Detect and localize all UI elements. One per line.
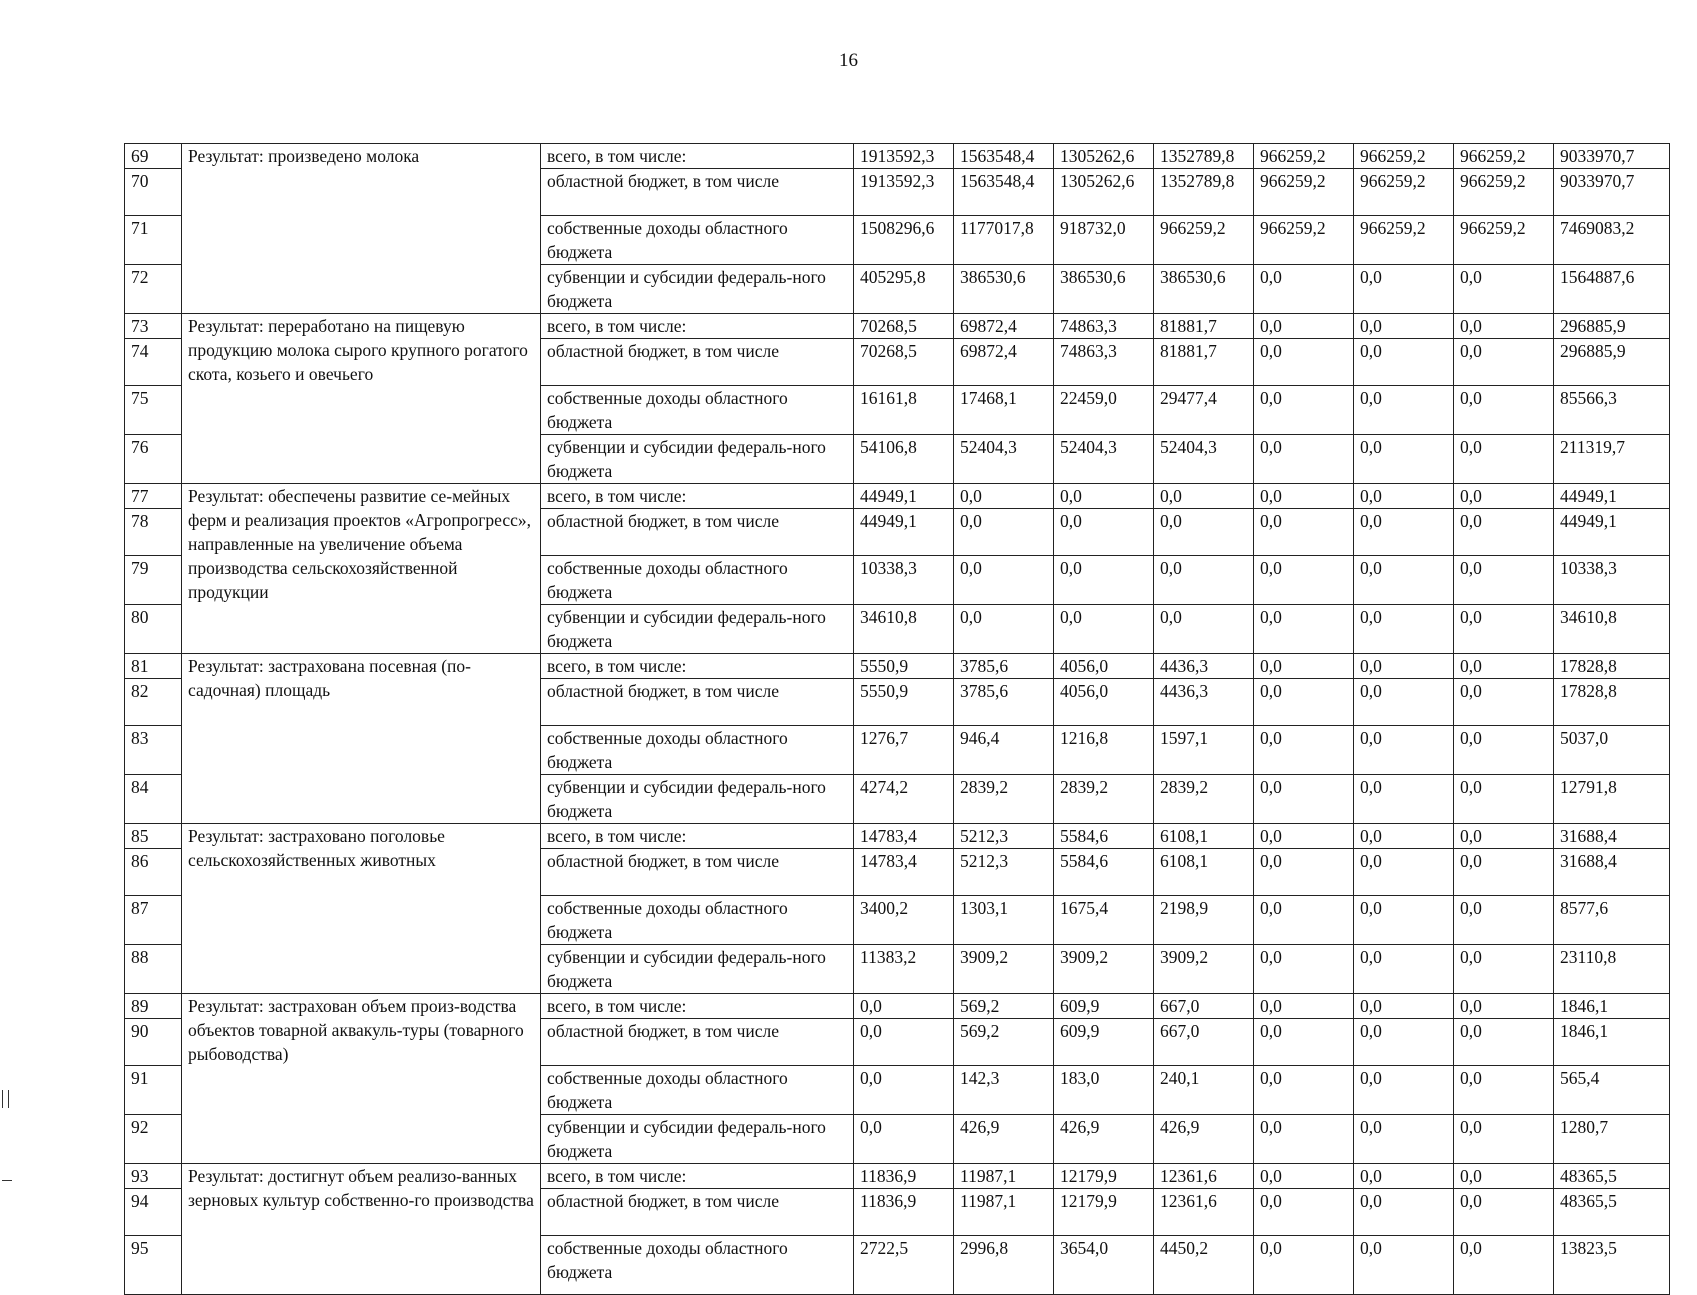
- table-row: [125, 144, 1670, 169]
- year-value-cell: 16161,8: [854, 386, 954, 435]
- total-value-cell: 48365,5: [1554, 1189, 1670, 1236]
- funding-source-cell: областной бюджет, в том числе: [541, 1189, 854, 1236]
- year-value-cell: 0,0: [1354, 1236, 1454, 1295]
- year-value-cell: 0,0: [854, 1066, 954, 1115]
- year-value-cell: 29477,4: [1154, 386, 1254, 435]
- year-value-cell: 11383,2: [854, 945, 954, 994]
- total-value-cell: 31688,4: [1554, 824, 1670, 849]
- total-value-cell: 9033970,7: [1554, 144, 1670, 169]
- year-value-cell: 22459,0: [1054, 386, 1154, 435]
- row-number-cell: 82: [125, 679, 182, 726]
- year-value-cell: 0,0: [1354, 435, 1454, 484]
- year-value-cell: 0,0: [1454, 484, 1554, 509]
- total-value-cell: 1280,7: [1554, 1115, 1670, 1164]
- year-value-cell: 966259,2: [1254, 216, 1354, 265]
- funding-source-cell: всего, в том числе:: [541, 824, 854, 849]
- year-value-cell: 2198,9: [1154, 896, 1254, 945]
- year-value-cell: 0,0: [1454, 1236, 1554, 1295]
- year-value-cell: 0,0: [1254, 945, 1354, 994]
- year-value-cell: 1597,1: [1154, 726, 1254, 775]
- year-value-cell: 3909,2: [1154, 945, 1254, 994]
- year-value-cell: 4436,3: [1154, 679, 1254, 726]
- total-value-cell: 1846,1: [1554, 1019, 1670, 1066]
- total-value-cell: 211319,7: [1554, 435, 1670, 484]
- year-value-cell: 5212,3: [954, 849, 1054, 896]
- year-value-cell: 3909,2: [1054, 945, 1154, 994]
- funding-source-cell: собственные доходы областного бюджета: [541, 216, 854, 265]
- funding-source-cell: субвенции и субсидии федераль-ного бюджета: [541, 435, 854, 484]
- row-number-cell: 84: [125, 775, 182, 824]
- year-value-cell: 1276,7: [854, 726, 954, 775]
- year-value-cell: 12361,6: [1154, 1189, 1254, 1236]
- year-value-cell: 0,0: [954, 484, 1054, 509]
- year-value-cell: 966259,2: [1454, 144, 1554, 169]
- year-value-cell: 0,0: [1254, 1066, 1354, 1115]
- funding-source-cell: всего, в том числе:: [541, 1164, 854, 1189]
- table-row: [125, 314, 1670, 339]
- year-value-cell: 183,0: [1054, 1066, 1154, 1115]
- year-value-cell: 0,0: [1254, 1115, 1354, 1164]
- year-value-cell: 966259,2: [1354, 144, 1454, 169]
- year-value-cell: 4274,2: [854, 775, 954, 824]
- year-value-cell: 44949,1: [854, 484, 954, 509]
- year-value-cell: 966259,2: [1354, 216, 1454, 265]
- year-value-cell: 3785,6: [954, 654, 1054, 679]
- year-value-cell: 11836,9: [854, 1189, 954, 1236]
- year-value-cell: 0,0: [1154, 605, 1254, 654]
- year-value-cell: 54106,8: [854, 435, 954, 484]
- year-value-cell: 81881,7: [1154, 314, 1254, 339]
- year-value-cell: 0,0: [1154, 484, 1254, 509]
- total-value-cell: 5037,0: [1554, 726, 1670, 775]
- total-value-cell: 1846,1: [1554, 994, 1670, 1019]
- year-value-cell: 609,9: [1054, 994, 1154, 1019]
- row-number-cell: 85: [125, 824, 182, 849]
- result-description-cell: Результат: переработано на пищевую продукцию молока сырого крупного рогатого скота, козьего и овечьего: [182, 314, 541, 484]
- row-number-cell: 77: [125, 484, 182, 509]
- year-value-cell: 426,9: [1154, 1115, 1254, 1164]
- year-value-cell: 0,0: [1454, 1189, 1554, 1236]
- year-value-cell: 0,0: [1354, 265, 1454, 314]
- year-value-cell: 0,0: [1354, 775, 1454, 824]
- total-value-cell: 17828,8: [1554, 654, 1670, 679]
- total-value-cell: 85566,3: [1554, 386, 1670, 435]
- year-value-cell: 0,0: [1354, 994, 1454, 1019]
- row-number-cell: 70: [125, 169, 182, 216]
- year-value-cell: 966259,2: [1354, 169, 1454, 216]
- year-value-cell: 12179,9: [1054, 1164, 1154, 1189]
- funding-source-cell: всего, в том числе:: [541, 654, 854, 679]
- funding-source-cell: собственные доходы областного бюджета: [541, 896, 854, 945]
- funding-source-cell: областной бюджет, в том числе: [541, 849, 854, 896]
- year-value-cell: 17468,1: [954, 386, 1054, 435]
- year-value-cell: 0,0: [1354, 314, 1454, 339]
- year-value-cell: 3654,0: [1054, 1236, 1154, 1295]
- year-value-cell: 386530,6: [1054, 265, 1154, 314]
- year-value-cell: 0,0: [854, 1019, 954, 1066]
- year-value-cell: 11987,1: [954, 1164, 1054, 1189]
- year-value-cell: 4056,0: [1054, 654, 1154, 679]
- year-value-cell: 2839,2: [954, 775, 1054, 824]
- year-value-cell: 0,0: [1254, 1164, 1354, 1189]
- year-value-cell: 0,0: [1454, 994, 1554, 1019]
- year-value-cell: 0,0: [1254, 679, 1354, 726]
- year-value-cell: 386530,6: [954, 265, 1054, 314]
- year-value-cell: 10338,3: [854, 556, 954, 605]
- year-value-cell: 0,0: [1054, 605, 1154, 654]
- margin-tick-mark: [2, 1090, 3, 1108]
- year-value-cell: 52404,3: [1154, 435, 1254, 484]
- year-value-cell: 0,0: [1454, 314, 1554, 339]
- row-number-cell: 95: [125, 1236, 182, 1295]
- year-value-cell: 0,0: [954, 556, 1054, 605]
- funding-source-cell: всего, в том числе:: [541, 144, 854, 169]
- year-value-cell: 0,0: [1154, 509, 1254, 556]
- year-value-cell: 667,0: [1154, 1019, 1254, 1066]
- year-value-cell: 0,0: [1254, 605, 1354, 654]
- year-value-cell: 0,0: [1254, 726, 1354, 775]
- row-number-cell: 93: [125, 1164, 182, 1189]
- year-value-cell: 0,0: [1454, 386, 1554, 435]
- year-value-cell: 0,0: [1254, 484, 1354, 509]
- year-value-cell: 1563548,4: [954, 144, 1054, 169]
- year-value-cell: 6108,1: [1154, 849, 1254, 896]
- year-value-cell: 0,0: [1354, 1019, 1454, 1066]
- year-value-cell: 386530,6: [1154, 265, 1254, 314]
- funding-source-cell: собственные доходы областного бюджета: [541, 386, 854, 435]
- total-value-cell: 23110,8: [1554, 945, 1670, 994]
- year-value-cell: 4450,2: [1154, 1236, 1254, 1295]
- budget-table: [124, 143, 1670, 1295]
- year-value-cell: 0,0: [954, 605, 1054, 654]
- row-number-cell: 79: [125, 556, 182, 605]
- year-value-cell: 966259,2: [1254, 169, 1354, 216]
- year-value-cell: 1675,4: [1054, 896, 1154, 945]
- total-value-cell: 296885,9: [1554, 314, 1670, 339]
- funding-source-cell: всего, в том числе:: [541, 484, 854, 509]
- funding-source-cell: субвенции и субсидии федераль-ного бюджета: [541, 605, 854, 654]
- budget-table-body: [125, 144, 1670, 1295]
- year-value-cell: 0,0: [1254, 435, 1354, 484]
- row-number-cell: 78: [125, 509, 182, 556]
- year-value-cell: 0,0: [1254, 314, 1354, 339]
- year-value-cell: 81881,7: [1154, 339, 1254, 386]
- total-value-cell: 296885,9: [1554, 339, 1670, 386]
- result-description-cell: Результат: застрахована посевная (по-садочная) площадь: [182, 654, 541, 824]
- year-value-cell: 1508296,6: [854, 216, 954, 265]
- page-number: 16: [839, 50, 858, 71]
- row-number-cell: 90: [125, 1019, 182, 1066]
- funding-source-cell: всего, в том числе:: [541, 994, 854, 1019]
- year-value-cell: 0,0: [1454, 1066, 1554, 1115]
- funding-source-cell: областной бюджет, в том числе: [541, 339, 854, 386]
- year-value-cell: 0,0: [1254, 1189, 1354, 1236]
- year-value-cell: 0,0: [1454, 1019, 1554, 1066]
- year-value-cell: 0,0: [1254, 824, 1354, 849]
- year-value-cell: 3400,2: [854, 896, 954, 945]
- year-value-cell: 5550,9: [854, 654, 954, 679]
- year-value-cell: 0,0: [1254, 1236, 1354, 1295]
- year-value-cell: 1352789,8: [1154, 144, 1254, 169]
- total-value-cell: 31688,4: [1554, 849, 1670, 896]
- table-row: [125, 1164, 1670, 1189]
- year-value-cell: 1216,8: [1054, 726, 1154, 775]
- year-value-cell: 34610,8: [854, 605, 954, 654]
- row-number-cell: 81: [125, 654, 182, 679]
- year-value-cell: 11836,9: [854, 1164, 954, 1189]
- year-value-cell: 0,0: [1254, 339, 1354, 386]
- year-value-cell: 0,0: [1354, 849, 1454, 896]
- year-value-cell: 426,9: [1054, 1115, 1154, 1164]
- year-value-cell: 0,0: [1254, 509, 1354, 556]
- year-value-cell: 44949,1: [854, 509, 954, 556]
- year-value-cell: 966259,2: [1454, 169, 1554, 216]
- row-number-cell: 86: [125, 849, 182, 896]
- margin-tick-mark: [8, 1090, 9, 1108]
- total-value-cell: 8577,6: [1554, 896, 1670, 945]
- funding-source-cell: собственные доходы областного бюджета: [541, 1236, 854, 1295]
- year-value-cell: 0,0: [1354, 824, 1454, 849]
- year-value-cell: 405295,8: [854, 265, 954, 314]
- result-description-cell: Результат: произведено молока: [182, 144, 541, 314]
- year-value-cell: 0,0: [1454, 654, 1554, 679]
- year-value-cell: 5212,3: [954, 824, 1054, 849]
- year-value-cell: 1305262,6: [1054, 169, 1154, 216]
- row-number-cell: 87: [125, 896, 182, 945]
- year-value-cell: 0,0: [1354, 484, 1454, 509]
- year-value-cell: 0,0: [1354, 945, 1454, 994]
- year-value-cell: 2839,2: [1054, 775, 1154, 824]
- year-value-cell: 0,0: [1454, 509, 1554, 556]
- year-value-cell: 1305262,6: [1054, 144, 1154, 169]
- year-value-cell: 0,0: [1054, 509, 1154, 556]
- year-value-cell: 70268,5: [854, 339, 954, 386]
- funding-source-cell: субвенции и субсидии федераль-ного бюджета: [541, 945, 854, 994]
- year-value-cell: 609,9: [1054, 1019, 1154, 1066]
- year-value-cell: 0,0: [1454, 726, 1554, 775]
- year-value-cell: 1177017,8: [954, 216, 1054, 265]
- year-value-cell: 0,0: [1054, 484, 1154, 509]
- year-value-cell: 12179,9: [1054, 1189, 1154, 1236]
- funding-source-cell: всего, в том числе:: [541, 314, 854, 339]
- year-value-cell: 0,0: [1354, 1189, 1454, 1236]
- year-value-cell: 5584,6: [1054, 824, 1154, 849]
- year-value-cell: 0,0: [1454, 605, 1554, 654]
- year-value-cell: 0,0: [1254, 775, 1354, 824]
- row-number-cell: 83: [125, 726, 182, 775]
- year-value-cell: 0,0: [1454, 339, 1554, 386]
- year-value-cell: 0,0: [1054, 556, 1154, 605]
- year-value-cell: 1913592,3: [854, 144, 954, 169]
- year-value-cell: 0,0: [1254, 386, 1354, 435]
- row-number-cell: 89: [125, 994, 182, 1019]
- total-value-cell: 44949,1: [1554, 509, 1670, 556]
- table-row: [125, 824, 1670, 849]
- year-value-cell: 0,0: [1154, 556, 1254, 605]
- total-value-cell: 13823,5: [1554, 1236, 1670, 1295]
- total-value-cell: 17828,8: [1554, 679, 1670, 726]
- total-value-cell: 10338,3: [1554, 556, 1670, 605]
- row-number-cell: 92: [125, 1115, 182, 1164]
- total-value-cell: 565,4: [1554, 1066, 1670, 1115]
- funding-source-cell: областной бюджет, в том числе: [541, 169, 854, 216]
- year-value-cell: 0,0: [954, 509, 1054, 556]
- year-value-cell: 69872,4: [954, 339, 1054, 386]
- funding-source-cell: областной бюджет, в том числе: [541, 679, 854, 726]
- year-value-cell: 918732,0: [1054, 216, 1154, 265]
- year-value-cell: 0,0: [1454, 1164, 1554, 1189]
- year-value-cell: 0,0: [1454, 896, 1554, 945]
- row-number-cell: 80: [125, 605, 182, 654]
- row-number-cell: 91: [125, 1066, 182, 1115]
- year-value-cell: 0,0: [1454, 265, 1554, 314]
- year-value-cell: 0,0: [1354, 509, 1454, 556]
- row-number-cell: 94: [125, 1189, 182, 1236]
- year-value-cell: 1563548,4: [954, 169, 1054, 216]
- year-value-cell: 1352789,8: [1154, 169, 1254, 216]
- year-value-cell: 0,0: [1454, 435, 1554, 484]
- year-value-cell: 0,0: [1454, 945, 1554, 994]
- funding-source-cell: субвенции и субсидии федераль-ного бюджета: [541, 265, 854, 314]
- row-number-cell: 88: [125, 945, 182, 994]
- year-value-cell: 1303,1: [954, 896, 1054, 945]
- year-value-cell: 0,0: [1354, 1164, 1454, 1189]
- year-value-cell: 69872,4: [954, 314, 1054, 339]
- result-description-cell: Результат: обеспечены развитие се-мейных ферм и реализация проектов «Агропрогресс», направленные на увеличение объема производства сельскохозяйственной продукции: [182, 484, 541, 654]
- margin-tick-mark: [2, 1180, 12, 1181]
- year-value-cell: 0,0: [1254, 265, 1354, 314]
- year-value-cell: 11987,1: [954, 1189, 1054, 1236]
- result-description-cell: Результат: застраховано поголовье сельскохозяйственных животных: [182, 824, 541, 994]
- total-value-cell: 9033970,7: [1554, 169, 1670, 216]
- year-value-cell: 0,0: [1454, 556, 1554, 605]
- year-value-cell: 74863,3: [1054, 339, 1154, 386]
- year-value-cell: 0,0: [1454, 775, 1554, 824]
- year-value-cell: 0,0: [1354, 1115, 1454, 1164]
- year-value-cell: 0,0: [1254, 849, 1354, 896]
- year-value-cell: 14783,4: [854, 824, 954, 849]
- year-value-cell: 569,2: [954, 994, 1054, 1019]
- year-value-cell: 6108,1: [1154, 824, 1254, 849]
- table-row: [125, 654, 1670, 679]
- year-value-cell: 52404,3: [954, 435, 1054, 484]
- year-value-cell: 0,0: [1254, 654, 1354, 679]
- year-value-cell: 4436,3: [1154, 654, 1254, 679]
- table-row: [125, 484, 1670, 509]
- year-value-cell: 0,0: [1254, 1019, 1354, 1066]
- year-value-cell: 0,0: [1254, 994, 1354, 1019]
- year-value-cell: 74863,3: [1054, 314, 1154, 339]
- year-value-cell: 4056,0: [1054, 679, 1154, 726]
- year-value-cell: 2996,8: [954, 1236, 1054, 1295]
- row-number-cell: 76: [125, 435, 182, 484]
- total-value-cell: 1564887,6: [1554, 265, 1670, 314]
- row-number-cell: 72: [125, 265, 182, 314]
- year-value-cell: 667,0: [1154, 994, 1254, 1019]
- total-value-cell: 12791,8: [1554, 775, 1670, 824]
- row-number-cell: 71: [125, 216, 182, 265]
- row-number-cell: 74: [125, 339, 182, 386]
- year-value-cell: 0,0: [1354, 1066, 1454, 1115]
- row-number-cell: 73: [125, 314, 182, 339]
- year-value-cell: 2839,2: [1154, 775, 1254, 824]
- year-value-cell: 569,2: [954, 1019, 1054, 1066]
- year-value-cell: 12361,6: [1154, 1164, 1254, 1189]
- year-value-cell: 3785,6: [954, 679, 1054, 726]
- year-value-cell: 0,0: [1354, 726, 1454, 775]
- total-value-cell: 48365,5: [1554, 1164, 1670, 1189]
- funding-source-cell: собственные доходы областного бюджета: [541, 1066, 854, 1115]
- funding-source-cell: субвенции и субсидии федераль-ного бюджета: [541, 775, 854, 824]
- year-value-cell: 3909,2: [954, 945, 1054, 994]
- year-value-cell: 0,0: [1454, 824, 1554, 849]
- year-value-cell: 0,0: [1454, 679, 1554, 726]
- result-description-cell: Результат: застрахован объем произ-водства объектов товарной аквакуль-туры (товарного рыбоводства): [182, 994, 541, 1164]
- year-value-cell: 0,0: [1354, 679, 1454, 726]
- year-value-cell: 0,0: [1354, 339, 1454, 386]
- year-value-cell: 0,0: [1354, 896, 1454, 945]
- row-number-cell: 75: [125, 386, 182, 435]
- year-value-cell: 0,0: [1354, 386, 1454, 435]
- year-value-cell: 5550,9: [854, 679, 954, 726]
- funding-source-cell: областной бюджет, в том числе: [541, 509, 854, 556]
- total-value-cell: 44949,1: [1554, 484, 1670, 509]
- total-value-cell: 34610,8: [1554, 605, 1670, 654]
- year-value-cell: 426,9: [954, 1115, 1054, 1164]
- total-value-cell: 7469083,2: [1554, 216, 1670, 265]
- row-number-cell: 69: [125, 144, 182, 169]
- funding-source-cell: субвенции и субсидии федераль-ного бюджета: [541, 1115, 854, 1164]
- year-value-cell: 5584,6: [1054, 849, 1154, 896]
- year-value-cell: 0,0: [1254, 556, 1354, 605]
- year-value-cell: 0,0: [1454, 849, 1554, 896]
- year-value-cell: 966259,2: [1454, 216, 1554, 265]
- year-value-cell: 0,0: [854, 994, 954, 1019]
- result-description-cell: Результат: достигнут объем реализо-ванных зерновых культур собственно-го производства: [182, 1164, 541, 1295]
- year-value-cell: 142,3: [954, 1066, 1054, 1115]
- year-value-cell: 70268,5: [854, 314, 954, 339]
- funding-source-cell: собственные доходы областного бюджета: [541, 726, 854, 775]
- year-value-cell: 966259,2: [1154, 216, 1254, 265]
- year-value-cell: 0,0: [1354, 556, 1454, 605]
- year-value-cell: 52404,3: [1054, 435, 1154, 484]
- year-value-cell: 1913592,3: [854, 169, 954, 216]
- year-value-cell: 0,0: [1254, 896, 1354, 945]
- year-value-cell: 0,0: [1454, 1115, 1554, 1164]
- year-value-cell: 240,1: [1154, 1066, 1254, 1115]
- year-value-cell: 0,0: [1354, 605, 1454, 654]
- funding-source-cell: собственные доходы областного бюджета: [541, 556, 854, 605]
- year-value-cell: 966259,2: [1254, 144, 1354, 169]
- year-value-cell: 0,0: [854, 1115, 954, 1164]
- year-value-cell: 946,4: [954, 726, 1054, 775]
- year-value-cell: 14783,4: [854, 849, 954, 896]
- year-value-cell: 0,0: [1354, 654, 1454, 679]
- table-row: [125, 994, 1670, 1019]
- year-value-cell: 2722,5: [854, 1236, 954, 1295]
- funding-source-cell: областной бюджет, в том числе: [541, 1019, 854, 1066]
